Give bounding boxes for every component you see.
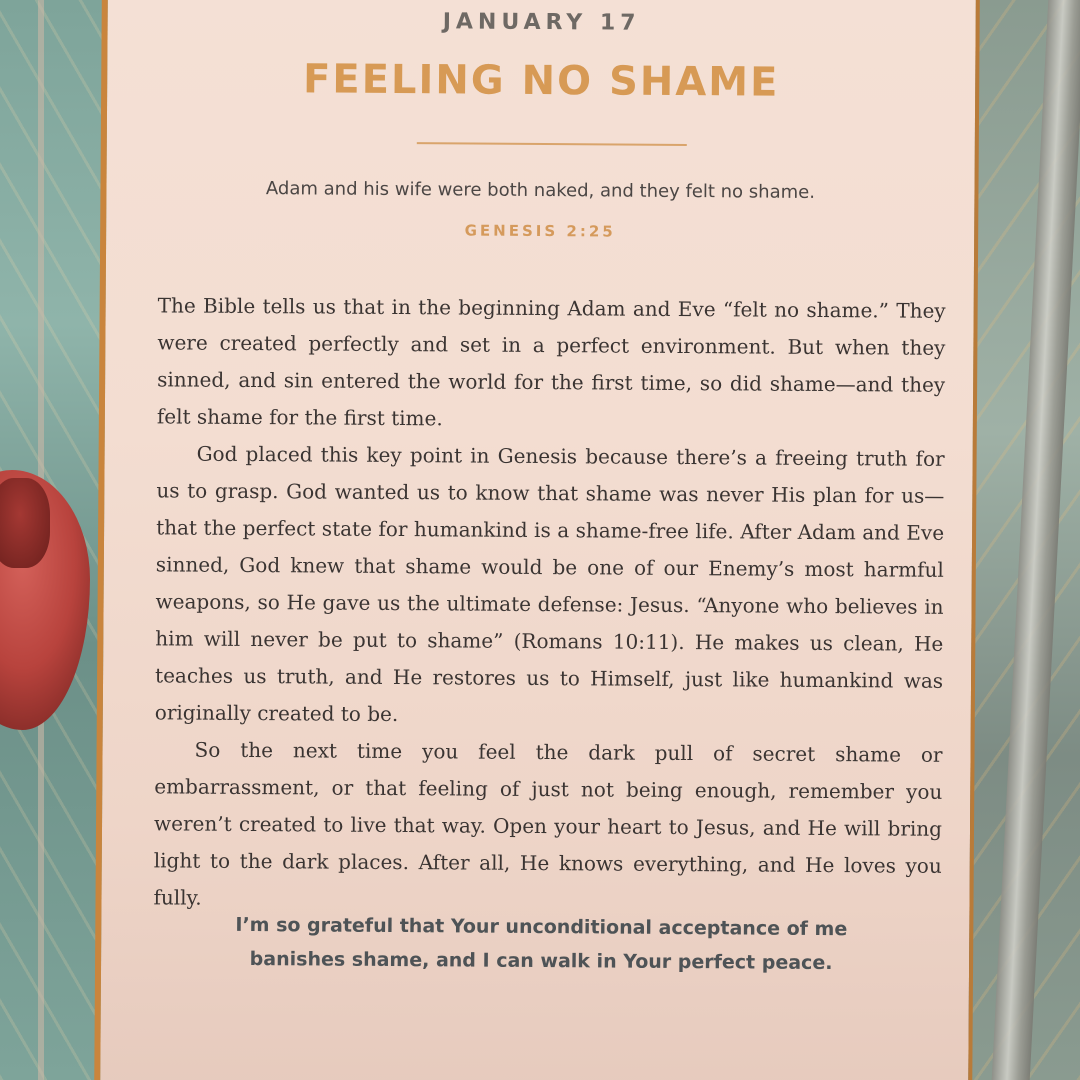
scripture-verse: Adam and his wife were both naked, and they felt no shame. — [265, 178, 816, 203]
thumbnail-polish — [0, 478, 50, 568]
bookmark-ribbon — [992, 0, 1080, 1080]
closing-prayer: I’m so grateful that Your unconditional acceptance of me banishes shame, and I can walk in Your perfect peace. — [235, 913, 848, 975]
devotional-body — [153, 287, 945, 921]
body-paragraph: So the next time you feel the dark pull of secret shame or embarrassment, or that feeling of just not being enough, remember you weren’t created to live that way. Open your heart to Jesus, and He will bring light to the dark places. After all, He knows everything, and He loves you fully. — [153, 737, 943, 910]
title-divider — [417, 142, 687, 146]
scripture-reference: GENESIS 2:25 — [464, 221, 616, 241]
book-cover-right — [972, 0, 1080, 1080]
book-page — [94, 0, 980, 1080]
page-date: JANUARY 17 — [442, 9, 641, 36]
page-title: FEELING NO SHAME — [302, 56, 780, 106]
body-paragraph: The Bible tells us that in the beginning Adam and Eve “felt no shame.” They were created perfectly and set in a perfect environment. But when they sinned, and sin entered the world for the first time, so did shame—and they felt shame for the first time. — [156, 293, 946, 431]
body-paragraph: God placed this key point in Genesis because there’s a freeing truth for us to grasp. God wanted us to know that shame was never His plan for us—that the perfect state for humankind is a shame-free life. After Adam and Eve sinned, God knew that shame would be one of our Enemy’s most harmful weapons, so He gave us the ultimate defense: Jesus. “Anyone who believes in him will never be put to shame” (Romans 10:11). He makes us clean, He teaches us truth, and He restores us to Himself, just like humankind was originally created to be. — [154, 441, 945, 727]
